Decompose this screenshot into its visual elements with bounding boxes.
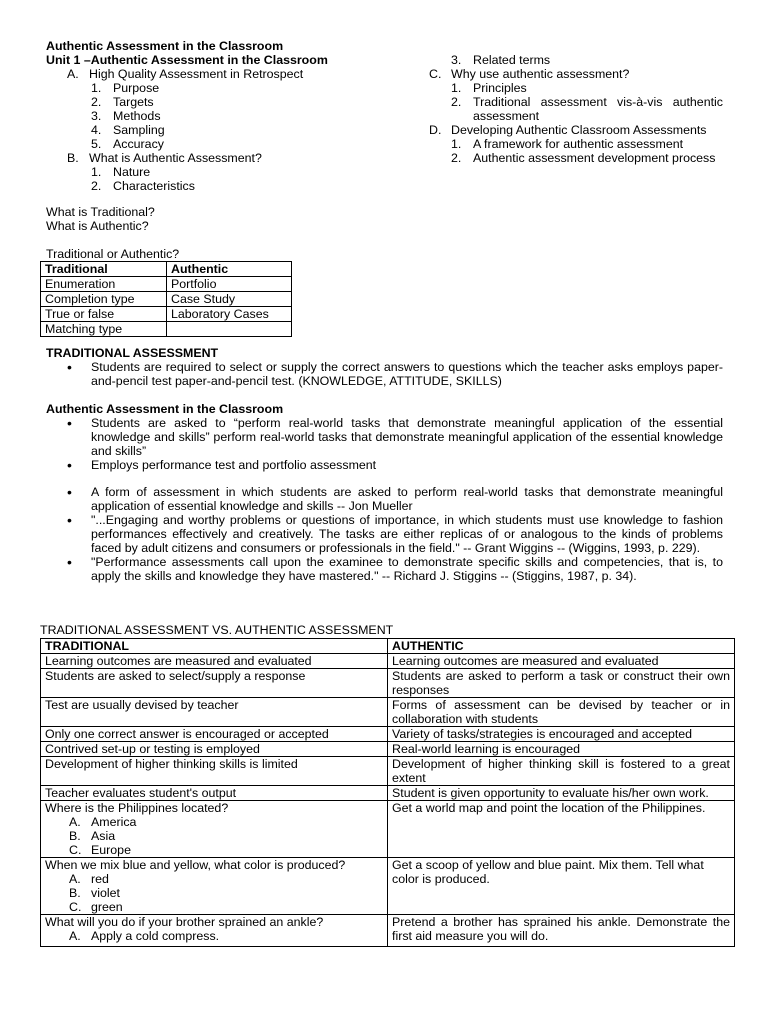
- comparison-table: [40, 638, 735, 947]
- bullet-item: • Students are required to select or supply the correct answers to questions which the teacher asks employs paper-and-pencil test paper-and-pencil test. (KNOWLEDGE, ATTITUDE, SKILLS): [46, 360, 723, 388]
- bullet-item: • A form of assessment in which students are asked to perform real-world tasks that demonstrate meaningful application of essential knowledge and skills -- Jon Mueller: [46, 485, 723, 513]
- traditional-section: [46, 346, 723, 388]
- table-row: Enumeration Portfolio: [41, 277, 292, 292]
- section-b: B. What is Authentic Assessment?: [67, 151, 262, 165]
- question-authentic: What is Authentic?: [46, 219, 149, 233]
- outline-right: [429, 53, 723, 165]
- outline-item: 2. Targets: [91, 95, 154, 109]
- table-row: Completion type Case Study: [41, 292, 292, 307]
- table-row: Where is the Philippines located? A. America B. Asia C. Europe Get a world map and point the location of the Philippines.: [41, 801, 735, 858]
- table-header-cell: Traditional: [41, 262, 167, 277]
- outline-item: 1. Principles: [451, 81, 527, 95]
- questions: [46, 205, 155, 233]
- table-row: Development of higher thinking skills is limited Development of higher thinking skill is fostered to a great extent: [41, 757, 735, 786]
- bullet-item: • Students are asked to “perform real-world tasks that demonstrate meaningful application of the essential knowledge and skills” perform real-world tasks that demonstrate meaningful application of the essential knowledge and skills”: [46, 416, 723, 458]
- section-a: A. High Quality Assessment in Retrospect: [67, 67, 304, 81]
- outline-item: 1. Purpose: [91, 81, 160, 95]
- table-header-row: [41, 262, 292, 277]
- table-row: What will you do if your brother sprained an ankle? A. Apply a cold compress. Pretend a brother has sprained his ankle. Demonstrate the first aid measure you will do.: [41, 915, 735, 947]
- authentic-section: [46, 402, 723, 583]
- traditional-heading: TRADITIONAL ASSESSMENT: [46, 346, 219, 360]
- option-item: C. green: [69, 900, 123, 914]
- bullet-item: • "...Engaging and worthy problems or questions of importance, in which students must use knowledge to fashion performances effectively and creatively. The tasks are either replicas of or analogous to the kinds of problems faced by adult citizens and consumers or professionals in the field." -- Grant Wiggins -- (Wiggins, 1993, p. 229).: [46, 513, 723, 555]
- option-item: A. Apply a cold compress.: [69, 929, 220, 943]
- option-item: A. red: [69, 872, 109, 886]
- section-b-items: [46, 165, 376, 193]
- question-traditional: What is Traditional?: [46, 205, 155, 219]
- traditional-or-authentic-table: [40, 261, 292, 337]
- table-row: Teacher evaluates student's output Student is given opportunity to evaluate his/her own work.: [41, 786, 735, 801]
- option-item: B. violet: [69, 886, 120, 900]
- outline-item: 1. Nature: [91, 165, 151, 179]
- table-row: Only one correct answer is encouraged or accepted Variety of tasks/strategies is encouraged and accepted: [41, 727, 735, 742]
- table-row: Matching type: [41, 322, 292, 337]
- table-row: When we mix blue and yellow, what color is produced? A. red B. violet C. green Get a scoop of yellow and blue paint. Mix them. Tell what color is produced.: [41, 858, 735, 915]
- outline-item: 2. Traditional assessment vis-à-vis authentic assessment: [451, 95, 723, 123]
- table-row: True or false Laboratory Cases: [41, 307, 292, 322]
- table-header-row: [41, 639, 735, 654]
- outline-item: 2. Authentic assessment development process: [451, 151, 716, 165]
- bullet-item: • Employs performance test and portfolio assessment: [46, 458, 723, 472]
- table-row: Test are usually devised by teacher Forms of assessment can be devised by teacher or in collaboration with students: [41, 698, 735, 727]
- outline-item: 4. Sampling: [91, 123, 165, 137]
- outline-item: 3. Related terms: [451, 53, 551, 67]
- section-c: C. Why use authentic assessment?: [429, 67, 630, 81]
- small-table-caption: Traditional or Authentic?: [46, 247, 180, 261]
- section-a-items: [46, 81, 376, 151]
- unit-title: Unit 1 –Authentic Assessment in the Classroom: [46, 53, 328, 67]
- table-header-cell: Authentic: [167, 262, 292, 277]
- outline-left: [46, 39, 376, 193]
- outline-item: 2. Characteristics: [91, 179, 195, 193]
- table-row: Contrived set-up or testing is employed Real-world learning is encouraged: [41, 742, 735, 757]
- outline-item: 5. Accuracy: [91, 137, 164, 151]
- option-item: B. Asia: [69, 829, 116, 843]
- bullet-item: • "Performance assessments call upon the examinee to demonstrate specific skills and competencies, that is, to apply the skills and knowledge they have mastered." -- Richard J. Stiggins -- (Stiggins, 1987, p. 34).: [46, 555, 723, 583]
- option-item: C. Europe: [69, 843, 131, 857]
- outline-item: 3. Methods: [91, 109, 161, 123]
- option-item: A. America: [69, 815, 137, 829]
- table-header-cell: TRADITIONAL: [41, 639, 388, 654]
- document-title: Authentic Assessment in the Classroom: [46, 39, 284, 53]
- authentic-heading: Authentic Assessment in the Classroom: [46, 402, 284, 416]
- comparison-caption: TRADITIONAL ASSESSMENT VS. AUTHENTIC ASSESSMENT: [40, 623, 394, 637]
- table-row: Learning outcomes are measured and evaluated Learning outcomes are measured and evaluated: [41, 654, 735, 669]
- outline-item: 1. A framework for authentic assessment: [451, 137, 684, 151]
- table-row: Students are asked to select/supply a response Students are asked to perform a task or construct their own responses: [41, 669, 735, 698]
- table-header-cell: AUTHENTIC: [388, 639, 735, 654]
- section-d: D. Developing Authentic Classroom Assessments: [429, 123, 707, 137]
